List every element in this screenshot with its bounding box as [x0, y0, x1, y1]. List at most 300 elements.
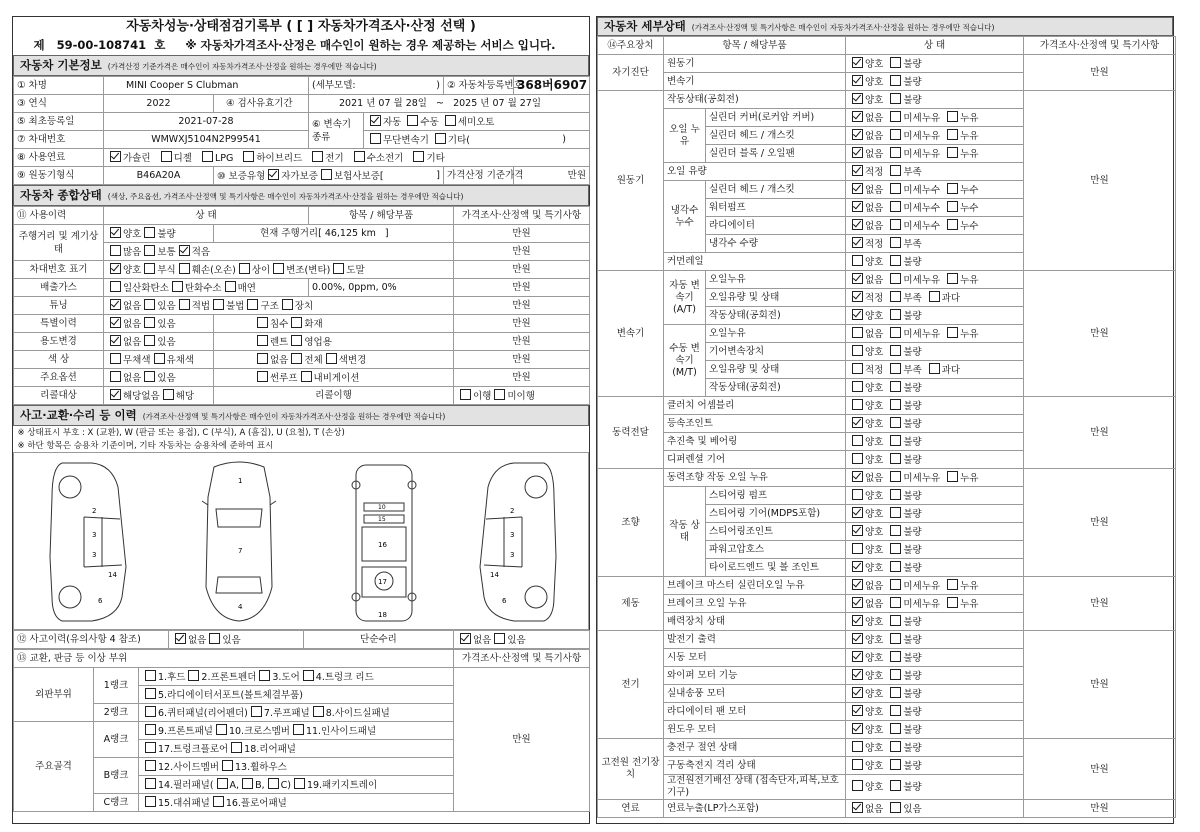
option-label: 없음 — [865, 220, 884, 232]
price-cell: 만원 — [1024, 577, 1176, 631]
option-label: 없음 — [865, 328, 884, 340]
checkbox[interactable] — [494, 389, 505, 400]
checkbox[interactable] — [852, 183, 863, 194]
checkbox[interactable] — [494, 633, 505, 644]
checkbox[interactable] — [890, 291, 901, 302]
checkbox[interactable] — [852, 219, 863, 230]
option-label: 양호 — [865, 310, 884, 322]
checkbox[interactable] — [852, 255, 863, 266]
checkbox[interactable] — [852, 615, 863, 626]
checkbox[interactable] — [890, 273, 901, 284]
detail-item: 구동축전지 격리 상태 — [664, 757, 846, 775]
status-options — [846, 109, 1024, 127]
status-options — [846, 253, 1024, 271]
price-cell: 만원 — [1024, 739, 1176, 800]
option-label: 불량 — [903, 346, 922, 358]
status-options — [846, 469, 1024, 487]
checkbox[interactable] — [947, 219, 958, 230]
device-group-fuel: 연료 — [598, 800, 664, 818]
option-label: 양호 — [865, 724, 884, 736]
checkbox[interactable] — [251, 706, 262, 717]
detail-item: 고전원전기배선 상태 (접속단자,피복,보호기구) — [664, 775, 846, 800]
status-options — [846, 307, 1024, 325]
status-options — [846, 451, 1024, 469]
checkbox[interactable] — [852, 327, 863, 338]
price-cell: 만원 — [1024, 469, 1176, 577]
checkbox[interactable] — [890, 561, 901, 572]
checkbox[interactable] — [110, 245, 121, 256]
checkbox[interactable] — [145, 796, 156, 807]
checkbox[interactable] — [188, 670, 199, 681]
status-options — [846, 181, 1024, 199]
detail-item: 클러치 어셈블리 — [664, 397, 846, 415]
status-options — [846, 685, 1024, 703]
option-label: 누유 — [960, 580, 979, 592]
checkbox[interactable] — [890, 453, 901, 464]
checkbox[interactable] — [890, 687, 901, 698]
option-label: 양호 — [865, 256, 884, 268]
detail-item: 등속조인트 — [664, 415, 846, 433]
option-label: 불량 — [903, 706, 922, 718]
checkbox[interactable] — [852, 291, 863, 302]
checkbox[interactable] — [852, 579, 863, 590]
option-label: 양호 — [865, 454, 884, 466]
checkbox[interactable] — [145, 742, 156, 753]
status-options — [846, 73, 1024, 91]
checkbox[interactable] — [890, 741, 901, 752]
checkbox[interactable] — [161, 151, 172, 162]
checkbox[interactable] — [890, 579, 901, 590]
checkbox[interactable] — [213, 796, 224, 807]
checkbox[interactable] — [145, 706, 156, 717]
checkbox[interactable] — [370, 133, 381, 144]
svg-text:6: 6 — [502, 597, 507, 605]
checkbox[interactable] — [852, 759, 863, 770]
checkbox[interactable] — [852, 687, 863, 698]
option-label: 누유 — [960, 112, 979, 124]
detail-item: 작동상태(공회전) — [706, 379, 846, 397]
checkbox[interactable] — [890, 111, 901, 122]
checkbox[interactable] — [852, 165, 863, 176]
status-options — [846, 667, 1024, 685]
option-label: 불량 — [903, 94, 922, 106]
price-cell: 만원 — [1024, 631, 1176, 739]
checkbox[interactable] — [890, 633, 901, 644]
detail-item: 브레이크 마스터 실린더오일 누유 — [664, 577, 846, 595]
checkbox[interactable] — [435, 133, 446, 144]
checkbox[interactable] — [852, 802, 863, 813]
checkbox[interactable] — [110, 317, 121, 328]
checkbox[interactable] — [947, 147, 958, 158]
checkbox[interactable] — [947, 597, 958, 608]
checkbox[interactable] — [890, 129, 901, 140]
checkbox[interactable] — [852, 399, 863, 410]
checkbox[interactable] — [268, 169, 279, 180]
checkbox[interactable] — [110, 227, 121, 238]
checkbox[interactable] — [312, 151, 323, 162]
checkbox[interactable] — [947, 273, 958, 284]
svg-text:17: 17 — [378, 578, 387, 586]
checkbox[interactable] — [354, 151, 365, 162]
checkbox[interactable] — [890, 417, 901, 428]
option-label: 불량 — [903, 742, 922, 754]
checkbox[interactable] — [890, 147, 901, 158]
detail-item: 냉각수 수량 — [706, 235, 846, 253]
checkbox[interactable] — [890, 489, 901, 500]
checkbox[interactable] — [179, 245, 190, 256]
checkbox[interactable] — [239, 263, 250, 274]
option-label: 불량 — [903, 688, 922, 700]
checkbox[interactable] — [110, 335, 121, 346]
checkbox[interactable] — [890, 723, 901, 734]
detail-item: 오일 유량 — [664, 163, 846, 181]
checkbox[interactable] — [216, 724, 227, 735]
option-label: 적정 — [865, 364, 884, 376]
checkbox[interactable] — [852, 201, 863, 212]
checkbox[interactable] — [852, 75, 863, 86]
option-label: 없음 — [865, 598, 884, 610]
option-label: 없음 — [865, 274, 884, 286]
status-options — [846, 739, 1024, 757]
checkbox[interactable] — [947, 201, 958, 212]
checkbox[interactable] — [852, 741, 863, 752]
checkbox[interactable] — [852, 543, 863, 554]
checkbox[interactable] — [852, 147, 863, 158]
checkbox[interactable] — [947, 183, 958, 194]
checkbox[interactable] — [273, 263, 284, 274]
checkbox[interactable] — [243, 151, 254, 162]
checkbox[interactable] — [890, 597, 901, 608]
car-name: MINI Cooper S Clubman — [104, 77, 309, 95]
checkbox[interactable] — [852, 561, 863, 572]
checkbox[interactable] — [110, 353, 121, 364]
checkbox[interactable] — [890, 219, 901, 230]
checkbox[interactable] — [145, 760, 156, 771]
checkbox[interactable] — [145, 688, 156, 699]
checkbox[interactable] — [163, 389, 174, 400]
checkbox[interactable] — [890, 183, 901, 194]
checkbox[interactable] — [852, 345, 863, 356]
record-number-line: 제 59-00-108741 호 ※ 자동차가격조사·산정은 매수인이 원하는 경우 제공하는 서비스 입니다. — [33, 38, 556, 52]
status-options — [846, 757, 1024, 775]
option-label: 불량 — [903, 400, 922, 412]
checkbox[interactable] — [202, 151, 213, 162]
option-label: 적정 — [865, 166, 884, 178]
accident-history-table: ⑫ 사고이력(유의사항 4 참조) 없음 있음 단순수리 없음 있음 — [13, 630, 590, 649]
option-label: 부족 — [903, 238, 922, 250]
checkbox[interactable] — [852, 273, 863, 284]
checkbox[interactable] — [852, 309, 863, 320]
option-label: 양호 — [865, 616, 884, 628]
engine-type: B46A20A — [104, 167, 214, 185]
option-label: 양호 — [865, 436, 884, 448]
checkbox[interactable] — [179, 263, 190, 274]
current-mileage: 현재 주행거리[ 46,125 km ] — [214, 225, 454, 243]
svg-text:2: 2 — [510, 507, 515, 515]
checkbox[interactable] — [110, 389, 121, 400]
checkbox[interactable] — [852, 417, 863, 428]
detail-row — [598, 271, 1176, 289]
checkbox[interactable] — [852, 93, 863, 104]
checkbox[interactable] — [890, 345, 901, 356]
checkbox[interactable] — [247, 299, 258, 310]
checkbox[interactable] — [890, 705, 901, 716]
checkbox[interactable] — [852, 129, 863, 140]
detail-item: 라디에이터 팬 모터 — [664, 703, 846, 721]
detail-item: 스티어링 펌프 — [706, 487, 846, 505]
option-label: 불량 — [903, 58, 922, 70]
checkbox[interactable] — [852, 525, 863, 536]
checkbox[interactable] — [852, 705, 863, 716]
checkbox[interactable] — [291, 353, 302, 364]
checkbox[interactable] — [172, 281, 183, 292]
checkbox[interactable] — [929, 363, 940, 374]
option-label: 미세누유 — [903, 130, 941, 142]
option-label: 미세누수 — [903, 184, 941, 196]
checkbox[interactable] — [890, 255, 901, 266]
detail-item: 작동상태(공회전) — [664, 91, 846, 109]
checkbox[interactable] — [890, 309, 901, 320]
detail-row — [598, 91, 1176, 109]
checkbox[interactable] — [110, 371, 121, 382]
checkbox[interactable] — [890, 802, 901, 813]
option-label: 양호 — [865, 346, 884, 358]
checkbox[interactable] — [222, 760, 233, 771]
option-label: 없음 — [865, 184, 884, 196]
price-cell: 만원 — [1024, 55, 1176, 91]
checkbox[interactable] — [370, 115, 381, 126]
checkbox[interactable] — [333, 263, 344, 274]
checkbox[interactable] — [947, 129, 958, 140]
checkbox[interactable] — [213, 299, 224, 310]
checkbox[interactable] — [890, 93, 901, 104]
checkbox[interactable] — [231, 742, 242, 753]
checkbox[interactable] — [890, 57, 901, 68]
sub-group-label: 냉각수 누수 — [664, 181, 706, 253]
checkbox[interactable] — [852, 597, 863, 608]
checkbox[interactable] — [890, 651, 901, 662]
checkbox[interactable] — [947, 579, 958, 590]
checkbox[interactable] — [890, 435, 901, 446]
checkbox[interactable] — [217, 778, 228, 789]
checkbox[interactable] — [291, 317, 302, 328]
checkbox[interactable] — [326, 353, 337, 364]
checkbox[interactable] — [852, 507, 863, 518]
checkbox[interactable] — [852, 57, 863, 68]
checkbox[interactable] — [852, 633, 863, 644]
checkbox[interactable] — [460, 633, 471, 644]
transmission-options: 자동 수동 세미오토 — [364, 113, 590, 131]
sub-group-label: 작동 상태 — [664, 487, 706, 577]
status-options — [846, 55, 1024, 73]
checkbox[interactable] — [303, 670, 314, 681]
svg-text:2: 2 — [92, 507, 97, 515]
option-label: 불량 — [903, 508, 922, 520]
checkbox[interactable] — [890, 543, 901, 554]
checkbox[interactable] — [890, 471, 901, 482]
checkbox[interactable] — [179, 299, 190, 310]
option-label: 양호 — [865, 742, 884, 754]
option-label: 없음 — [865, 472, 884, 484]
checkbox[interactable] — [257, 371, 268, 382]
checkbox[interactable] — [890, 237, 901, 248]
detail-row — [598, 739, 1176, 757]
checkbox[interactable] — [852, 471, 863, 482]
checkbox[interactable] — [852, 363, 863, 374]
checkbox[interactable] — [413, 151, 424, 162]
checkbox[interactable] — [890, 780, 901, 791]
option-label: 누수 — [960, 220, 979, 232]
checkbox[interactable] — [144, 299, 155, 310]
checkbox[interactable] — [257, 317, 268, 328]
checkbox[interactable] — [947, 111, 958, 122]
checkbox[interactable] — [890, 381, 901, 392]
svg-text:16: 16 — [378, 541, 387, 549]
svg-text:3: 3 — [92, 551, 97, 559]
checkbox[interactable] — [890, 327, 901, 338]
status-options — [846, 145, 1024, 163]
option-label: 불량 — [903, 418, 922, 430]
checkbox[interactable] — [890, 75, 901, 86]
detail-item: 실린더 커버(로커암 커버) — [706, 109, 846, 127]
basic-info-heading: 자동차 기본정보 (가격산정 기준가격은 매수인이 자동차가격조사·산정을 원하는 경우에만 적습니다) — [14, 56, 589, 76]
option-label: 없음 — [865, 580, 884, 592]
checkbox[interactable] — [110, 151, 121, 162]
checkbox[interactable] — [890, 507, 901, 518]
option-label: 불량 — [903, 526, 922, 538]
checkbox[interactable] — [144, 245, 155, 256]
detail-item: 브레이크 오일 누유 — [664, 595, 846, 613]
checkbox[interactable] — [852, 723, 863, 734]
sub-group-label: 수동 변속기 (M/T) — [664, 325, 706, 397]
option-label: 불량 — [903, 76, 922, 88]
checkbox[interactable] — [144, 227, 155, 238]
option-label: 과다 — [941, 364, 961, 376]
checkbox[interactable] — [890, 201, 901, 212]
option-label: 누수 — [960, 202, 979, 214]
checkbox[interactable] — [259, 670, 270, 681]
status-options — [846, 361, 1024, 379]
status-options — [846, 325, 1024, 343]
detail-item: 오일누유 — [706, 271, 846, 289]
checkbox[interactable] — [175, 633, 186, 644]
checkbox[interactable] — [144, 263, 155, 274]
option-label: 누유 — [960, 472, 979, 484]
checkbox[interactable] — [294, 778, 305, 789]
option-label: 불량 — [903, 544, 922, 556]
checkbox[interactable] — [301, 371, 312, 382]
svg-text:3: 3 — [510, 531, 515, 539]
checkbox[interactable] — [144, 335, 155, 346]
detail-item: 스티어링 기어(MDPS포함) — [706, 505, 846, 523]
checkbox[interactable] — [291, 335, 302, 346]
checkbox[interactable] — [852, 651, 863, 662]
checkbox[interactable] — [144, 371, 155, 382]
checkbox[interactable] — [144, 317, 155, 328]
status-options — [846, 217, 1024, 235]
detail-row — [598, 55, 1176, 73]
checkbox[interactable] — [890, 669, 901, 680]
checkbox[interactable] — [110, 263, 121, 274]
status-options — [846, 541, 1024, 559]
status-options — [846, 800, 1024, 818]
checkbox[interactable] — [407, 115, 418, 126]
vin: WMWXJ5104N2P99541 — [104, 131, 309, 149]
detail-row — [598, 577, 1176, 595]
option-label: 미세누유 — [903, 148, 941, 160]
detail-item: 라디에이터 — [706, 217, 846, 235]
checkbox[interactable] — [852, 381, 863, 392]
checkbox[interactable] — [293, 724, 304, 735]
checkbox[interactable] — [890, 399, 901, 410]
checkbox[interactable] — [890, 363, 901, 374]
checkbox[interactable] — [852, 111, 863, 122]
checkbox[interactable] — [852, 237, 863, 248]
option-label: 미세누유 — [903, 580, 941, 592]
checkbox[interactable] — [947, 471, 958, 482]
checkbox[interactable] — [282, 299, 293, 310]
checkbox[interactable] — [110, 281, 121, 292]
checkbox[interactable] — [257, 353, 268, 364]
checkbox[interactable] — [321, 169, 332, 180]
option-label: 양호 — [865, 94, 884, 106]
checkbox[interactable] — [852, 435, 863, 446]
checkbox[interactable] — [445, 115, 456, 126]
checkbox[interactable] — [890, 165, 901, 176]
right-panel — [596, 16, 1174, 824]
detail-item: 워터펌프 — [706, 199, 846, 217]
checkbox[interactable] — [145, 670, 156, 681]
option-label: 양호 — [865, 490, 884, 502]
checkbox[interactable] — [890, 525, 901, 536]
checkbox[interactable] — [145, 778, 156, 789]
option-label: 미세누유 — [903, 274, 941, 286]
checkbox[interactable] — [257, 335, 268, 346]
checkbox[interactable] — [460, 389, 471, 400]
option-label: 양호 — [865, 670, 884, 682]
detail-item: 실린더 헤드 / 개스킷 — [706, 127, 846, 145]
car-top-view-diagram — [194, 457, 284, 627]
checkbox[interactable] — [110, 299, 121, 310]
status-options — [846, 289, 1024, 307]
checkbox[interactable] — [225, 281, 236, 292]
detail-item: 기어변속장치 — [706, 343, 846, 361]
option-label: 없음 — [865, 803, 884, 815]
checkbox[interactable] — [852, 780, 863, 791]
checkbox[interactable] — [242, 778, 253, 789]
checkbox[interactable] — [268, 778, 279, 789]
checkbox[interactable] — [209, 633, 220, 644]
detail-item: 실내송풍 모터 — [664, 685, 846, 703]
checkbox[interactable] — [852, 669, 863, 680]
option-label: 부족 — [903, 166, 922, 178]
option-label: 부족 — [903, 364, 922, 376]
detail-item: 발전기 출력 — [664, 631, 846, 649]
checkbox[interactable] — [313, 706, 324, 717]
svg-text:10: 10 — [378, 504, 386, 511]
checkbox[interactable] — [947, 327, 958, 338]
checkbox[interactable] — [890, 615, 901, 626]
checkbox[interactable] — [145, 724, 156, 735]
checkbox[interactable] — [852, 453, 863, 464]
checkbox[interactable] — [929, 291, 940, 302]
option-label: 미세누유 — [903, 328, 941, 340]
checkbox[interactable] — [852, 489, 863, 500]
option-label: 불량 — [903, 490, 922, 502]
checkbox[interactable] — [890, 759, 901, 770]
device-group-brake: 제동 — [598, 577, 664, 631]
checkbox[interactable] — [154, 353, 165, 364]
